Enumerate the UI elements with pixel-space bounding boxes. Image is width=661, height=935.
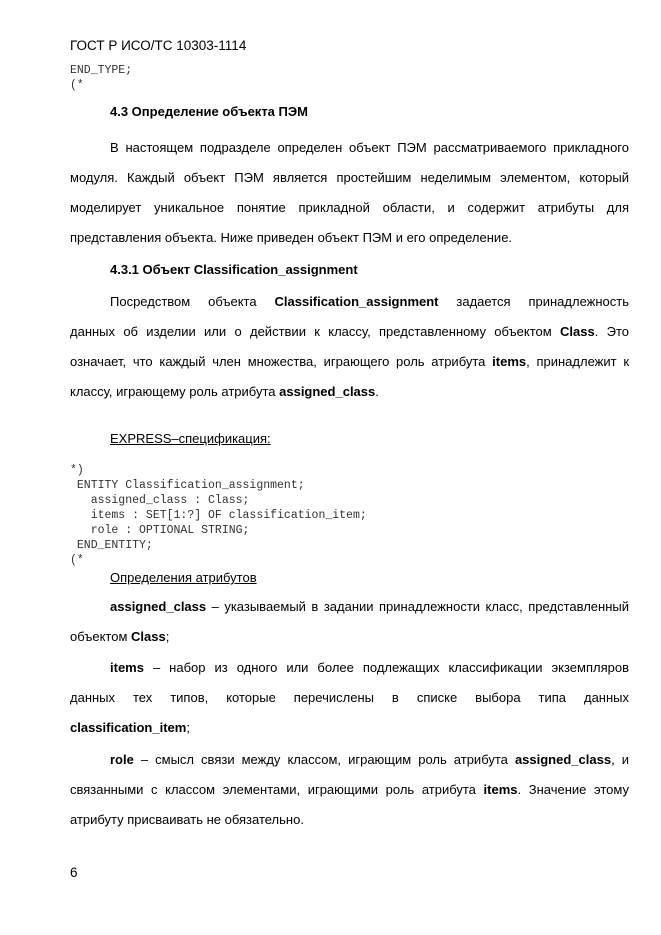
express-code-block: *) ENTITY Classification_assignment; assigned_class : Class; items : SET[1:?] OF classification_item; role : OPTIONAL STRING; END_ENTITY; (* <box>70 464 367 567</box>
paragraph-line <box>70 713 629 743</box>
subsection-title: 4.3.1 Объект Classification_assignment <box>110 262 358 277</box>
paragraph-line: представления объекта. Ниже приведен объект ПЭМ и его определение. <box>70 230 513 245</box>
text: ; <box>165 629 170 644</box>
express-spec-label: EXPRESS–спецификация: <box>110 431 271 446</box>
paragraph-line <box>70 377 629 407</box>
text: – смысл связи между классом, играющим роль атрибута <box>133 752 508 767</box>
text: – указываемый в задании принадлежности класс, представленный <box>206 599 629 614</box>
text: Посредством объекта <box>110 294 257 309</box>
paragraph-line: моделирует уникальное понятие прикладной области, и содержит атрибуты для <box>70 200 629 215</box>
type-name: classification_item <box>70 720 187 735</box>
paragraph-line: В настоящем подразделе определен объект ПЭМ рассматриваемого прикладного <box>110 140 629 155</box>
document-header: ГОСТ Р ИСО/ТС 10303-1114 <box>70 38 247 53</box>
text: . <box>375 384 379 399</box>
text: задается принадлежность <box>456 294 629 309</box>
attr-items-definition <box>70 653 629 743</box>
text: , и <box>611 752 629 767</box>
attribute-name: assigned_class <box>279 384 376 399</box>
text: означает, что каждый член множества, играющего роль атрибута <box>70 354 486 369</box>
paragraph-line: данных тех типов, которые перечислены в списке выбора типа данных <box>70 690 629 705</box>
attribute-name: role <box>110 752 134 767</box>
page-number: 6 <box>70 865 78 880</box>
section-paragraph <box>70 133 629 253</box>
text: связанными с классом элементами, играющими роль атрибута <box>70 782 476 797</box>
attribute-name: assigned_class <box>514 752 612 767</box>
subsection-paragraph <box>70 287 629 407</box>
paragraph-line <box>70 745 629 775</box>
attribute-name: items <box>110 660 144 675</box>
text: , принадлежит к <box>526 354 630 369</box>
attribute-name: items <box>483 782 518 797</box>
text: классу, играющему роль атрибута <box>70 384 276 399</box>
paragraph-line <box>70 622 629 652</box>
paragraph-line: модуля. Каждый объект ПЭМ является простейшим неделимым элементом, который <box>70 170 629 185</box>
attribute-name: items <box>492 354 527 369</box>
entity-name: Class <box>559 324 595 339</box>
code-end-type: END_TYPE; (* <box>70 64 133 92</box>
text: – набор из одного или более подлежащих классификации экземпляров <box>143 660 629 675</box>
paragraph-line <box>70 287 629 317</box>
text: . Значение этому <box>517 782 629 797</box>
paragraph-line <box>70 347 629 377</box>
paragraph-line <box>70 775 629 805</box>
text: ; <box>186 720 190 735</box>
section-title: 4.3 Определение объекта ПЭМ <box>110 104 308 119</box>
attribute-name: assigned_class <box>110 599 207 614</box>
entity-name: Classification_assignment <box>274 294 439 309</box>
attribute-definitions-label: Определения атрибутов <box>110 570 257 585</box>
paragraph-line: атрибуту присваивать не обязательно. <box>70 812 304 827</box>
attr-role-definition <box>70 745 629 835</box>
text: данных об изделии или о действии к классу, представленному объектом <box>70 324 552 339</box>
text: . Это <box>594 324 629 339</box>
attr-assigned-class-definition <box>70 592 629 652</box>
paragraph-line <box>70 592 629 622</box>
paragraph-line <box>70 317 629 347</box>
paragraph-line <box>70 653 629 683</box>
text: объектом <box>70 629 128 644</box>
entity-name: Class <box>131 629 166 644</box>
